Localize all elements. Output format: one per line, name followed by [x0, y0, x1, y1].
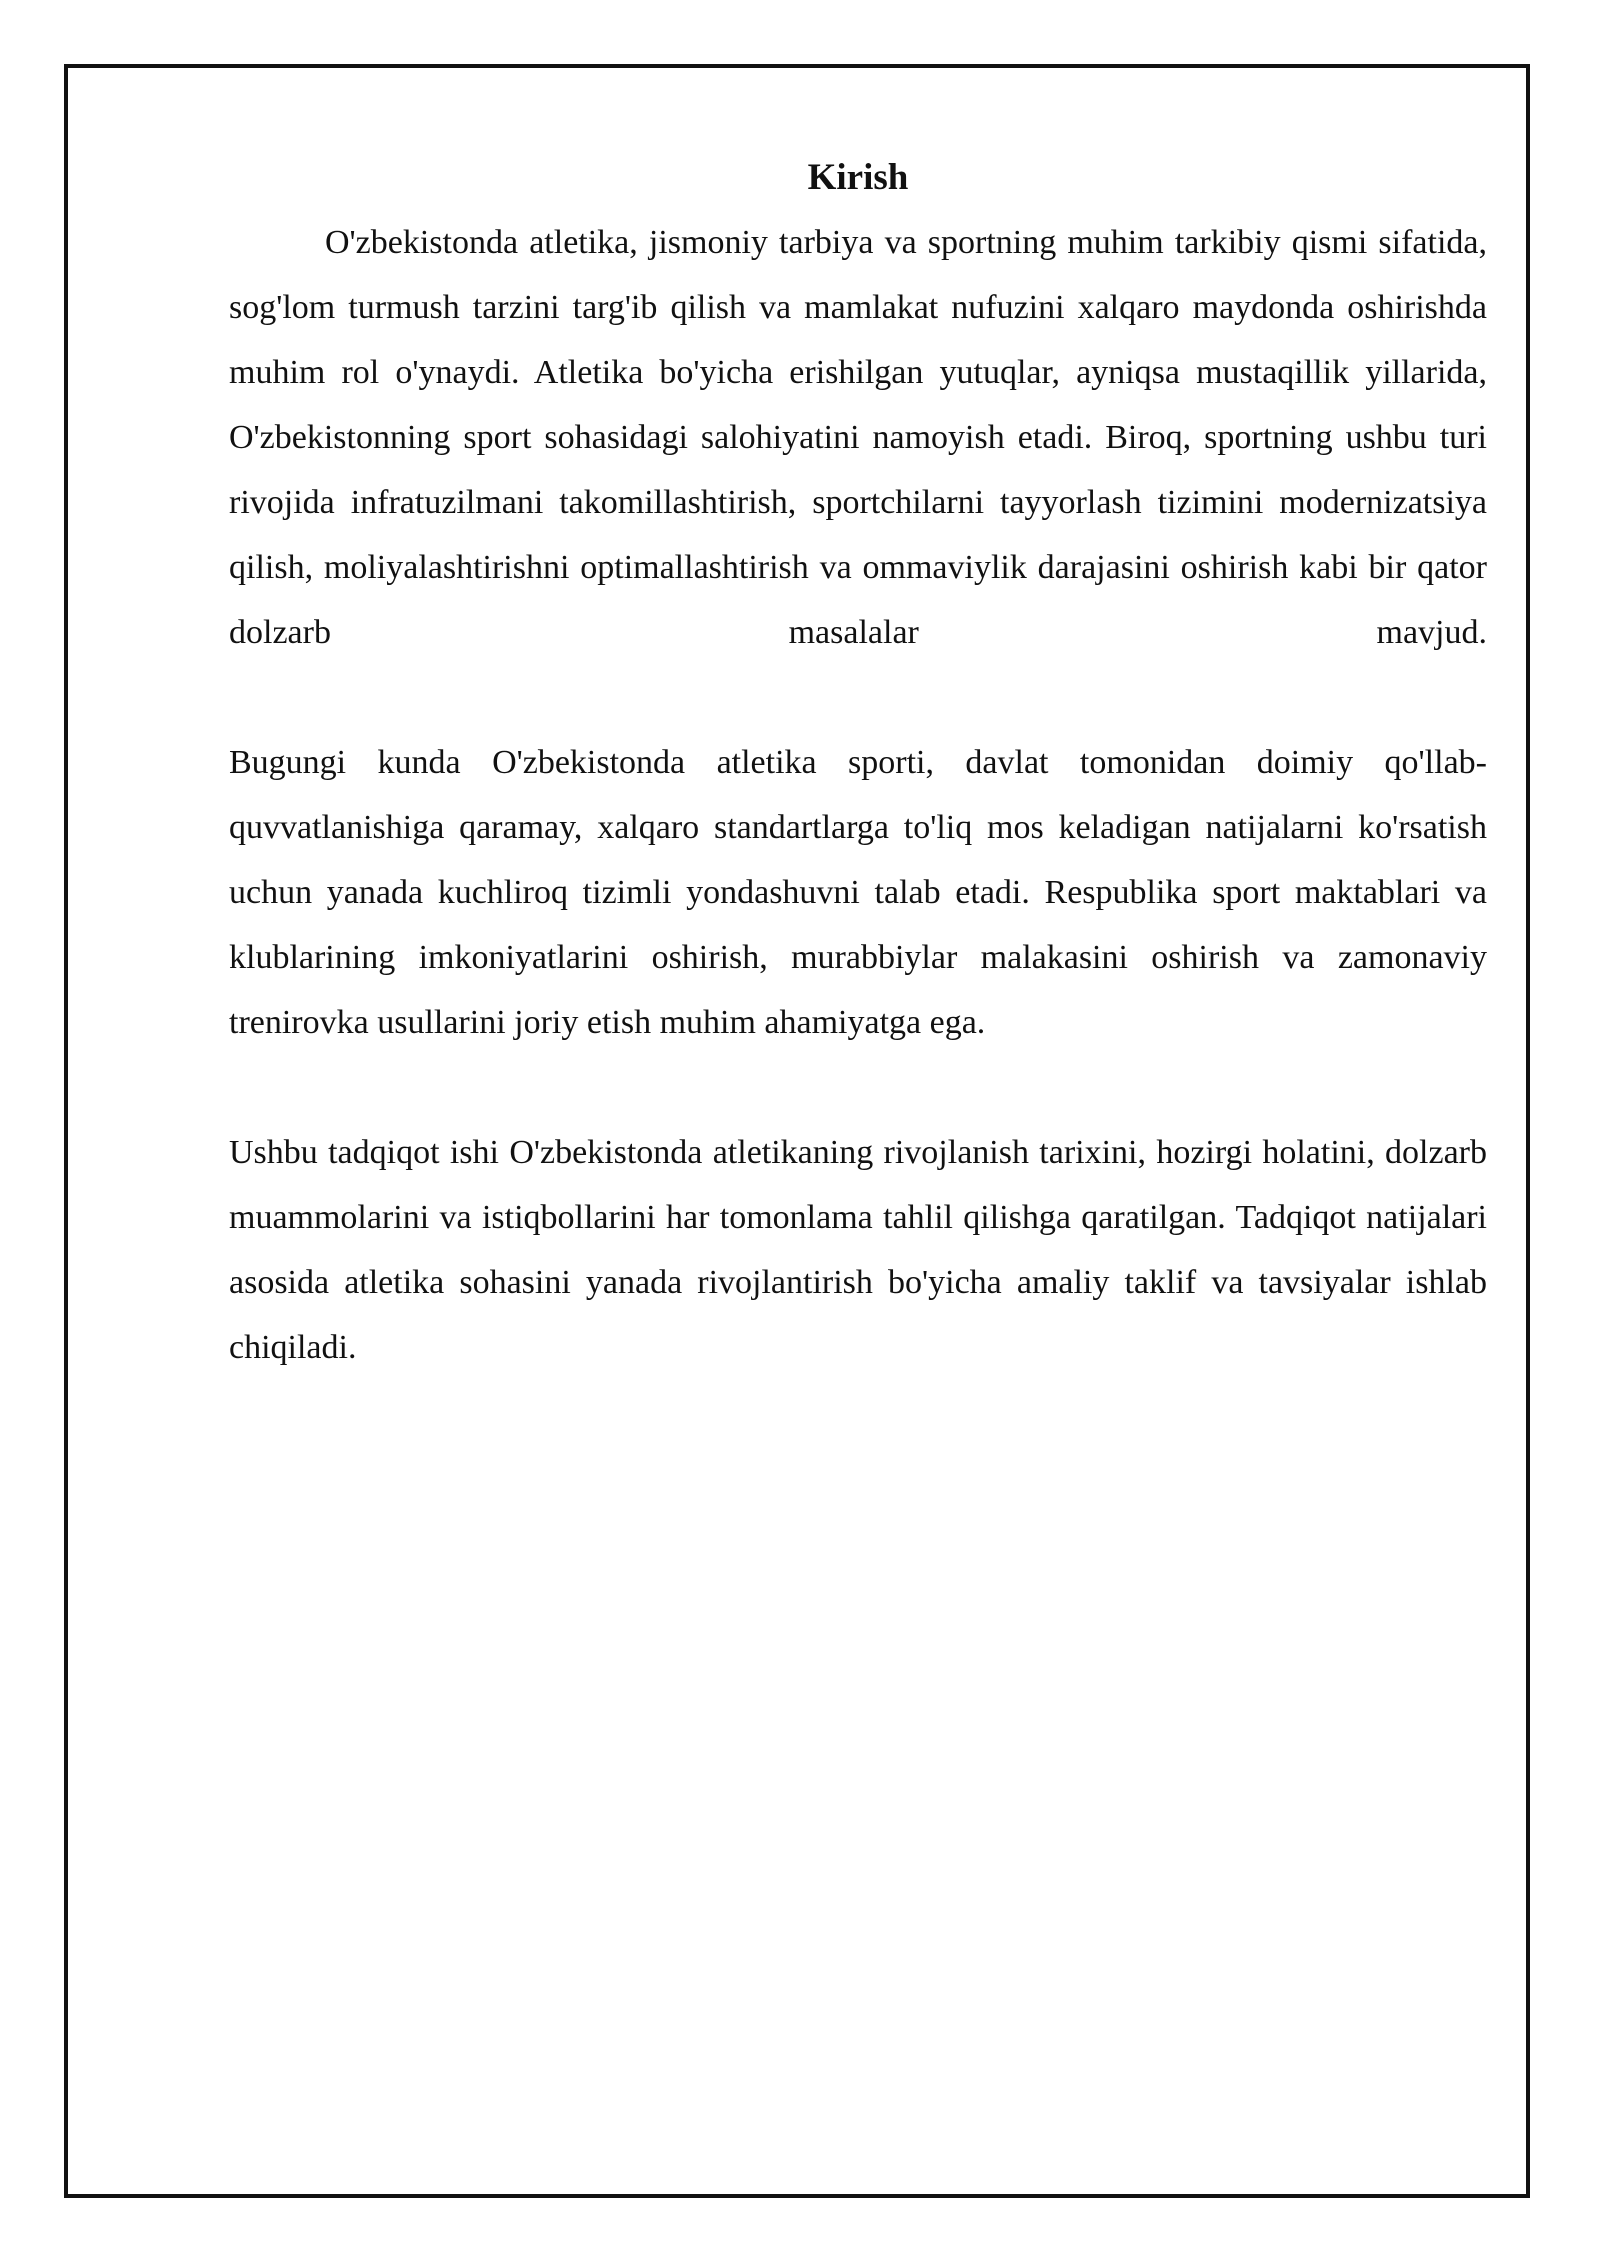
paragraph-2: Bugungi kunda O'zbekistonda atletika sporti, davlat tomonidan doimiy qo'llab-quvvatlanishiga qaramay, xalqaro standartlarga to'liq mos keladigan natijalarni ko'rsatish uchun yanada kuchliroq tizimli yondashuvni talab etadi. Respublika sport maktablari va klublarining imkoniyatlarini oshirish, murabbiylar malakasini oshirish va zamonaviy trenirovka usullarini joriy etish muhim ahamiyatga ega.	[229, 744, 1487, 1041]
document-body	[229, 148, 1487, 1380]
paragraph-3: Ushbu tadqiqot ishi O'zbekistonda atletikaning rivojlanish tarixini, hozirgi holatini, dolzarb muammolarini va istiqbollarini har tomonlama tahlil qilishga qaratilgan. Tadqiqot natijalari asosida atletika sohasini yanada rivojlantirish bo'yicha amaliy taklif va tavsiyalar ishlab chiqiladi.	[229, 1134, 1487, 1366]
paragraph-1: O'zbekistonda atletika, jismoniy tarbiya va sportning muhim tarkibiy qismi sifatida, sog'lom turmush tarzini targ'ib qilish va mamlakat nufuzini xalqaro maydonda oshirishda muhim rol o'ynaydi. Atletika bo'yicha erishilgan yutuqlar, ayniqsa mustaqillik yillarida, O'zbekistonning sport sohasidagi salohiyatini namoyish etadi. Biroq, sportning ushbu turi rivojida infratuzilmani takomillashtirish, sportchilarni tayyorlash tizimini modernizatsiya qilish, moliyalashtirishni optimallashtirish va ommaviylik darajasini oshirish kabi bir qator dolzarb masalalar mavjud.	[229, 224, 1487, 651]
paragraph-gap	[229, 665, 1487, 730]
document-title: Kirish	[807, 157, 909, 198]
paragraph-gap	[229, 1055, 1487, 1120]
